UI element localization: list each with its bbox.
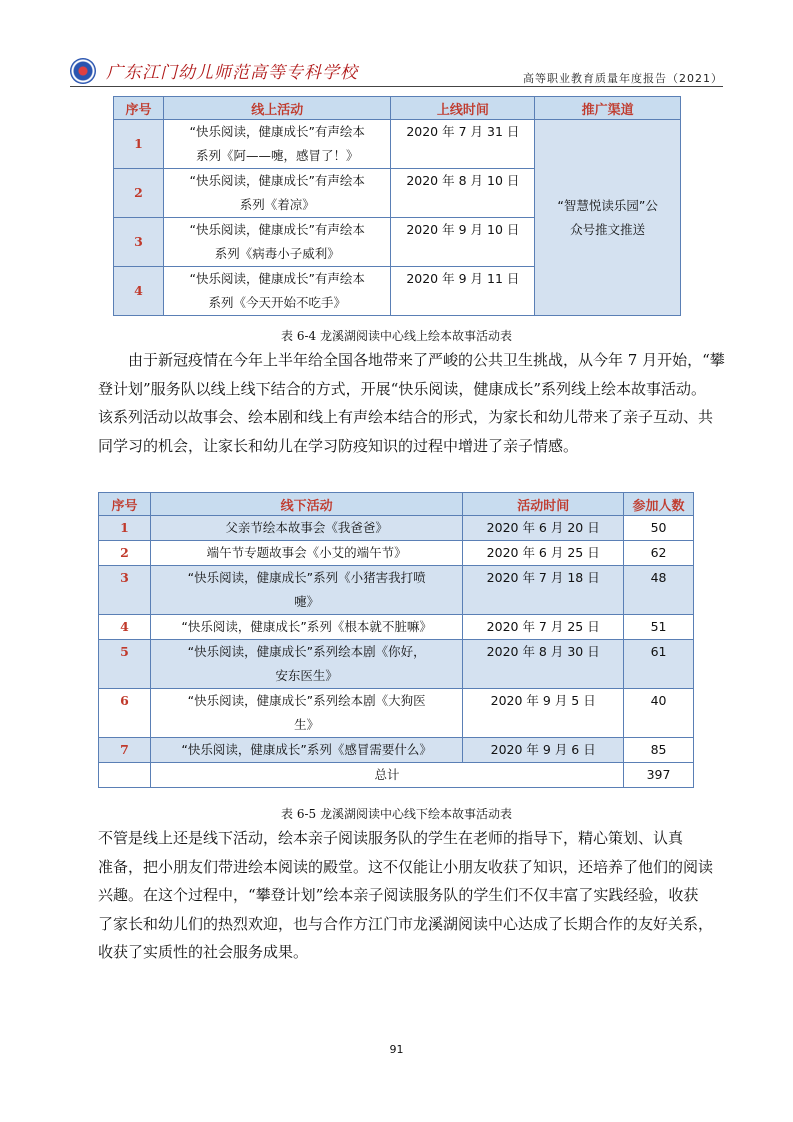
- school-logo-icon: [70, 58, 96, 84]
- col-header-count: 参加人数: [624, 493, 694, 516]
- table-row: [114, 120, 681, 169]
- table-row: [99, 738, 694, 763]
- row-number: 4: [114, 267, 164, 316]
- date-cell: 2020 年 8 月 30 日: [463, 640, 624, 689]
- table-row: [99, 516, 694, 541]
- total-value: 397: [624, 763, 694, 788]
- header-divider: [70, 86, 723, 87]
- activity-cell: “快乐阅读，健康成长”有声绘本 系列《今天开始不吃手》: [163, 267, 391, 316]
- paragraph-2: [98, 824, 726, 967]
- row-number: 2: [99, 541, 151, 566]
- total-label: 总计: [150, 763, 623, 788]
- table-row: [99, 566, 694, 615]
- date-cell: 2020 年 8 月 10 日: [391, 169, 535, 218]
- col-header-no: 序号: [99, 493, 151, 516]
- activity-cell: “快乐阅读，健康成长”系列绘本剧《你好， 安东医生》: [150, 640, 462, 689]
- col-header-activity: 线下活动: [150, 493, 462, 516]
- paragraph-line: 由于新冠疫情在今年上半年给全国各地带来了严峻的公共卫生挑战，从今年 7 月开始，“攀: [128, 351, 725, 369]
- activity-cell: “快乐阅读，健康成长”系列《小猪害我打喷 嚏》: [150, 566, 462, 615]
- count-cell: 40: [624, 689, 694, 738]
- count-cell: 85: [624, 738, 694, 763]
- paragraph-line: 兴趣。在这个过程中，“攀登计划”绘本亲子阅读服务队的学生们不仅丰富了实践经验，收获: [98, 886, 699, 904]
- paragraph-line: 了家长和幼儿们的热烈欢迎，也与合作方江门市龙溪湖阅读中心达成了长期合作的友好关系，: [98, 914, 714, 933]
- activity-cell: 父亲节绘本故事会《我爸爸》: [150, 516, 462, 541]
- activity-cell: “快乐阅读，健康成长”有声绘本 系列《着凉》: [163, 169, 391, 218]
- date-cell: 2020 年 9 月 5 日: [463, 689, 624, 738]
- online-activities-table: [113, 96, 681, 316]
- row-number: 7: [99, 738, 151, 763]
- col-header-date: 上线时间: [391, 97, 535, 120]
- table-header-row: [99, 493, 694, 516]
- activity-cell: 端午节专题故事会《小艾的端午节》: [150, 541, 462, 566]
- row-number: 1: [99, 516, 151, 541]
- row-number: 3: [114, 218, 164, 267]
- activity-cell: “快乐阅读，健康成长”系列《感冒需要什么》: [150, 738, 462, 763]
- date-cell: 2020 年 7 月 18 日: [463, 566, 624, 615]
- row-number: 1: [114, 120, 164, 169]
- activity-cell: “快乐阅读，健康成长”系列《根本就不脏嘛》: [150, 615, 462, 640]
- paragraph-line: 不管是线上还是线下活动，绘本亲子阅读服务队的学生在老师的指导下，精心策划、认真: [98, 829, 684, 847]
- date-cell: 2020 年 7 月 31 日: [391, 120, 535, 169]
- school-name: 广东江门幼儿师范高等专科学校: [106, 63, 358, 83]
- paragraph-line: 准备，把小朋友们带进绘本阅读的殿堂。这不仅能让小朋友收获了知识，还培养了他们的阅读: [98, 857, 714, 876]
- col-header-activity: 线上活动: [163, 97, 391, 120]
- activity-cell: “快乐阅读，健康成长”有声绘本 系列《阿——嚏，感冒了！》: [163, 120, 391, 169]
- col-header-no: 序号: [114, 97, 164, 120]
- activity-cell: “快乐阅读，健康成长”系列绘本剧《大狗医 生》: [150, 689, 462, 738]
- date-cell: 2020 年 9 月 6 日: [463, 738, 624, 763]
- row-number: 5: [99, 640, 151, 689]
- total-spacer: [99, 763, 151, 788]
- paragraph-line: 该系列活动以故事会、绘本剧和线上有声绘本结合的形式，为家长和幼儿带来了亲子互动、共: [98, 408, 714, 426]
- table2-caption: 表 6-5 龙溪湖阅读中心线下绘本故事活动表: [281, 807, 512, 821]
- count-cell: 51: [624, 615, 694, 640]
- table-header-row: [114, 97, 681, 120]
- report-title: 高等职业教育质量年度报告（2021）: [523, 72, 723, 85]
- table1-caption: 表 6-4 龙溪湖阅读中心线上绘本故事活动表: [281, 329, 512, 343]
- count-cell: 61: [624, 640, 694, 689]
- date-cell: 2020 年 7 月 25 日: [463, 615, 624, 640]
- paragraph-line: 登计划”服务队以线上线下结合的方式，开展“快乐阅读，健康成长”系列线上绘本故事活动。: [98, 379, 707, 398]
- table-row: [99, 541, 694, 566]
- count-cell: 50: [624, 516, 694, 541]
- paragraph-line: 收获了实质性的社会服务成果。: [98, 943, 309, 961]
- row-number: 6: [99, 689, 151, 738]
- date-cell: 2020 年 9 月 10 日: [391, 218, 535, 267]
- row-number: 3: [99, 566, 151, 615]
- row-number: 2: [114, 169, 164, 218]
- paragraph-1: [98, 346, 726, 460]
- page-number: 91: [389, 1043, 404, 1056]
- page-header: [70, 54, 723, 86]
- paragraph-line: 同学习的机会，让家长和幼儿在学习防疫知识的过程中增进了亲子情感。: [98, 436, 579, 455]
- table-row: [99, 640, 694, 689]
- table-row: [99, 689, 694, 738]
- date-cell: 2020 年 6 月 25 日: [463, 541, 624, 566]
- col-header-channel: 推广渠道: [535, 97, 681, 120]
- count-cell: 48: [624, 566, 694, 615]
- table-total-row: [99, 763, 694, 788]
- col-header-date: 活动时间: [463, 493, 624, 516]
- table-row: [99, 615, 694, 640]
- row-number: 4: [99, 615, 151, 640]
- channel-cell: “智慧悦读乐园”公 众号推文推送: [535, 120, 681, 316]
- date-cell: 2020 年 6 月 20 日: [463, 516, 624, 541]
- activity-cell: “快乐阅读，健康成长”有声绘本 系列《病毒小子威利》: [163, 218, 391, 267]
- count-cell: 62: [624, 541, 694, 566]
- date-cell: 2020 年 9 月 11 日: [391, 267, 535, 316]
- offline-activities-table: [98, 492, 694, 788]
